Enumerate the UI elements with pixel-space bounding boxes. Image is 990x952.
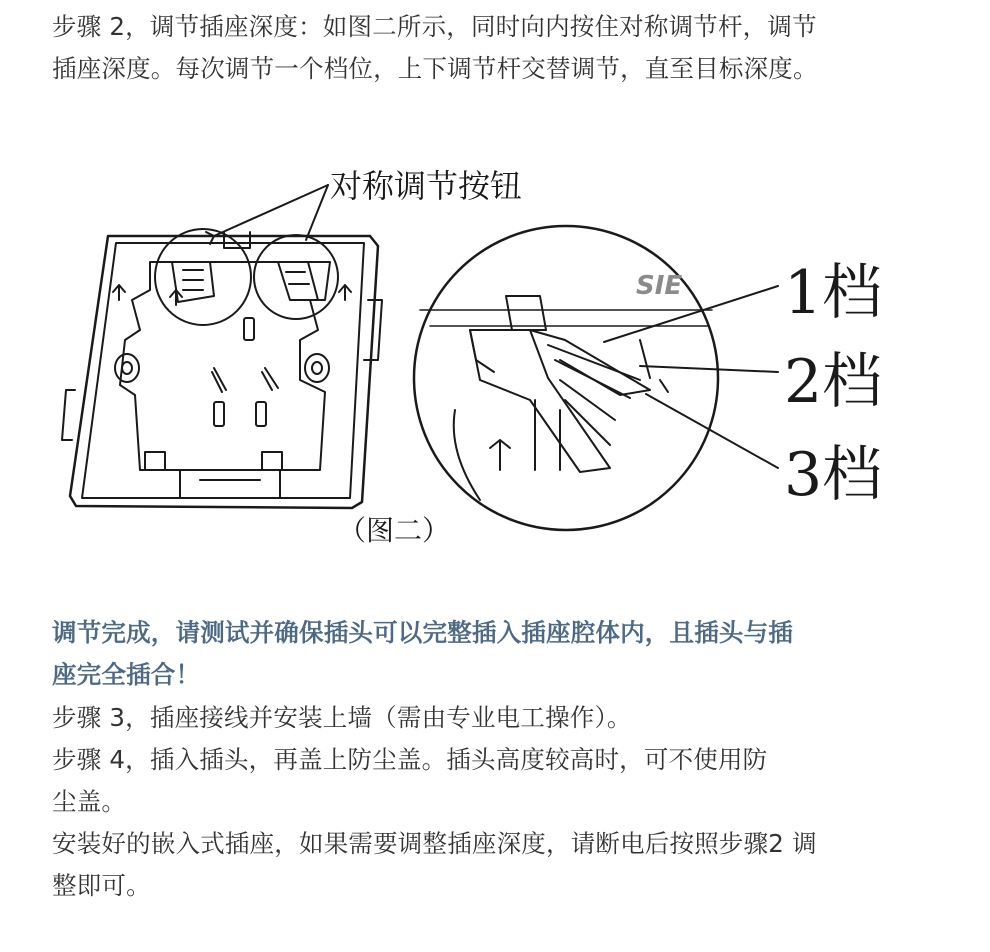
note-line1: 调节完成，请测试并确保插头可以完整插入插座腔体内，且插头与插 [52,618,793,647]
tail-line2: 整即可。 [52,871,151,900]
completion-note [52,612,793,696]
button-label: 对称调节按钮 [330,167,523,205]
gear1-leader [604,286,778,342]
step4-line2: 尘盖。 [52,787,127,816]
closing-paragraph [52,823,817,907]
brand-fragment: SIE [636,271,683,301]
gear2-leader [640,366,778,372]
socket-frame-drawing [62,229,382,508]
gear-3-label: 3档 [784,440,883,510]
step2-line2: 插座深度。每次调节一个档位，上下调节杆交替调节，直至目标深度。 [52,54,818,83]
step3-line1: 步骤 3，插座接线并安装上墙（需由专业电工操作）。 [52,703,632,732]
step4-paragraph [52,739,767,823]
note-line2: 座完全插合！ [52,660,201,689]
step2-line1: 步骤 2，调节插座深度：如图二所示，同时向内按住对称调节杆，调节 [52,12,817,41]
gear-2-label: 2档 [784,347,883,417]
figure-caption: （图二） [338,514,451,547]
gear3-leader [646,394,778,468]
tail-line1: 安装好的嵌入式插座，如果需要调整插座深度，请断电后按照步骤2 调 [52,829,817,858]
step4-line1: 步骤 4，插入插头，再盖上防尘盖。插头高度较高时，可不使用防 [52,745,768,774]
step3-paragraph [52,697,632,739]
gear-1-label: 1档 [784,258,883,328]
